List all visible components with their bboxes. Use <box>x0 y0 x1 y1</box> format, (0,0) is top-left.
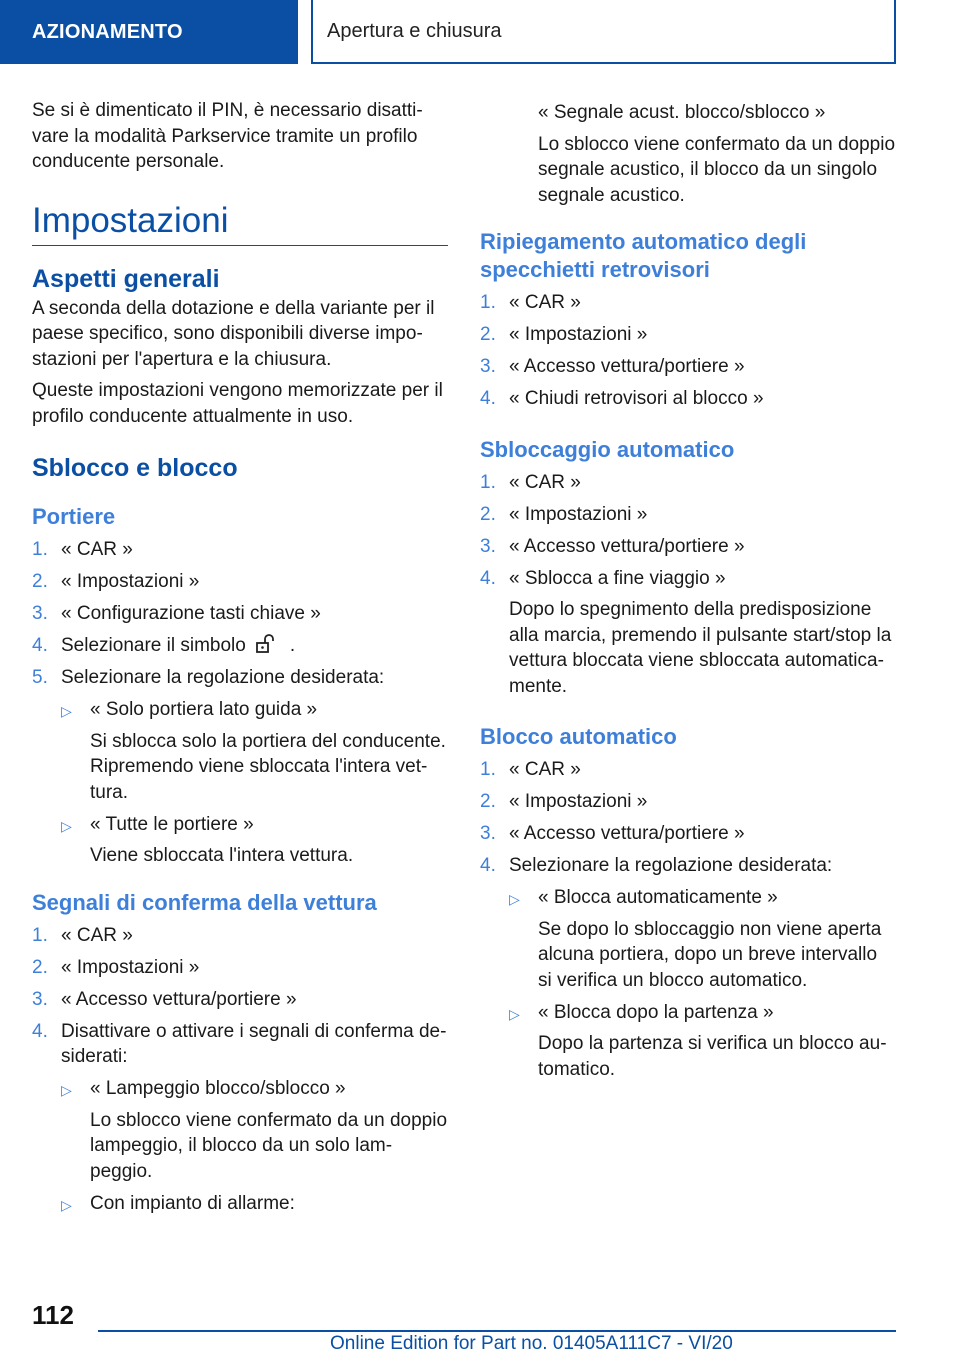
list-item: 4. « Chiudi retrovisori al blocco » <box>480 388 764 409</box>
heading-aspetti-generali: Aspetti generali <box>32 264 220 293</box>
paragraph-aspetti-1: A seconda della dotazione e della variante per il paese specifico, sono disponibili diverse impostazioni per l'apertura e la chiusura. <box>32 297 435 370</box>
heading-portiere: Portiere <box>32 504 116 529</box>
list-item: 2. « Impostazioni » <box>32 571 200 592</box>
list-item: 1. « CAR » <box>32 924 133 946</box>
list-item: 2. « Impostazioni » <box>480 503 648 525</box>
triangle-bullet-icon: ▷ <box>61 1196 72 1213</box>
triangle-bullet-icon: ▷ <box>61 1082 72 1098</box>
option-item: ▷ Con impianto di allarme: <box>61 1191 448 1219</box>
list-item: 2. « Impostazioni » <box>480 324 648 345</box>
footer-divider <box>98 1330 896 1332</box>
list-item: 2. « Impostazioni » <box>480 791 648 812</box>
page-title: Impostazioni <box>32 201 448 246</box>
list-item: 1. « CAR » <box>480 292 581 313</box>
intro-paragraph: Se si è dimenticato il PIN, è necessario disattivare la modalità Parkservice tramite un profilo conducente personale. <box>32 100 423 172</box>
list-item: 4. « Sblocca a fine viaggio » Dopo lo spegnimento della predisposizione alla marcia, premendo il pulsante start/stop la vettura bloccata viene sbloccata automaticamente. <box>480 566 896 700</box>
portiere-steps <box>32 537 448 691</box>
list-item: 3. « Accesso vettura/portiere » <box>32 988 297 1010</box>
ripiegamento-steps <box>480 290 896 412</box>
triangle-bullet-icon: ▷ <box>61 703 72 719</box>
heading-sbloccaggio: Sbloccaggio automatico <box>480 436 735 462</box>
option-item: ▷ « Solo portiera lato guida » Si sblocca solo la portiera del conducente. Ripremendo viene sbloccata l'intera vettura. <box>61 697 448 805</box>
heading-blocco-automatico: Blocco automatico <box>480 724 677 749</box>
paragraph-aspetti-2: Queste impostazioni vengono memorizzate per il profilo conducente attualmente in uso. <box>32 380 443 427</box>
blocco-options <box>509 885 896 1082</box>
list-item: 5. Selezionare la regolazione desiderata: <box>32 667 385 688</box>
triangle-bullet-icon: ▷ <box>509 891 520 907</box>
right-column <box>480 100 896 1089</box>
heading-sblocco-blocco: Sblocco e blocco <box>32 454 238 482</box>
list-item: 2. « Impostazioni » <box>32 956 200 978</box>
section-tab <box>0 0 298 64</box>
page-number: 112 <box>32 1300 74 1330</box>
list-item: 1. « CAR » <box>480 471 581 493</box>
option-item: ▷ « Tutte le portiere » Viene sbloccata l'intera vettura. <box>61 812 448 869</box>
section-title: AZIONAMENTO <box>32 20 183 43</box>
chapter-title: Apertura e chiusura <box>327 19 502 42</box>
list-item: 4. Selezionare la regolazione desiderata: <box>480 855 833 876</box>
triangle-bullet-icon: ▷ <box>61 817 72 834</box>
continued-option: « Segnale acust. blocco/sblocco » Lo sblocco viene confermato da un doppio segnale acustico, il blocco da un singolo segnale acustico. <box>538 102 896 206</box>
sbloccaggio-steps <box>480 470 896 700</box>
option-item: ▷ « Lampeggio blocco/sblocco » Lo sblocco viene confermato da un doppio lampeggio, il blocco da un solo lampeggio. <box>61 1076 448 1184</box>
list-item: 3. « Accesso vettura/portiere » <box>480 823 745 844</box>
option-item: ▷ « Blocca automaticamente » Se dopo lo sbloccaggio non viene aperta alcuna portiera, dopo un breve intervallo si verifica un blocco automatico. <box>509 885 896 993</box>
list-item: 1. « CAR » <box>32 539 133 560</box>
edition-footer: Online Edition for Part no. 01405A111C7 - VI/20 <box>330 1333 733 1354</box>
triangle-bullet-icon: ▷ <box>509 1005 520 1022</box>
segnali-steps <box>32 923 448 1070</box>
unlock-icon <box>254 633 276 655</box>
segnali-options <box>61 1076 448 1218</box>
list-item: 3. « Accesso vettura/portiere » <box>480 535 745 557</box>
chapter-header <box>311 0 896 64</box>
sbloccaggio-note: Dopo lo spegnimento della predisposizione alla marcia, premendo il pulsante start/stop la vettura bloccata viene sbloccata automaticamente. <box>509 599 892 697</box>
portiere-options <box>61 697 448 869</box>
list-item: 4. Disattivare o attivare i segnali di conferma desiderati: <box>32 1020 447 1067</box>
heading-segnali: Segnali di conferma della vettura <box>32 889 377 915</box>
heading-ripiegamento: Ripiegamento automatico degli specchietti retrovisori <box>480 229 807 282</box>
list-item: 3. « Accesso vettura/portiere » <box>480 356 745 377</box>
list-item: 3. « Configurazione tasti chiave » <box>32 603 321 624</box>
list-item: 1. « CAR » <box>480 759 581 780</box>
option-item: ▷ « Blocca dopo la partenza » Dopo la partenza si verifica un blocco automatico. <box>509 1000 896 1083</box>
list-item: 4. Selezionare il simbolo . <box>32 635 296 656</box>
left-column <box>32 98 448 1225</box>
blocco-steps <box>480 757 896 879</box>
